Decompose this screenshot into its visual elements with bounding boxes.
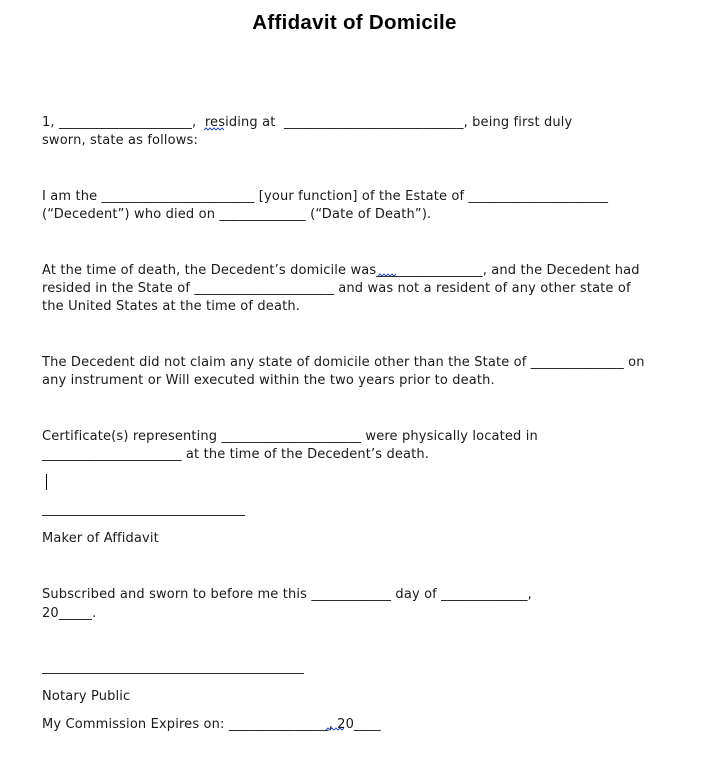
- maker-signature-line: [42, 515, 245, 516]
- spellcheck-squiggle: [326, 727, 344, 731]
- paragraph-3-line-2: resided in the State of _____________________ and was not a resident of any other state of: [42, 281, 631, 296]
- paragraph-3-line-1: At the time of death, the Decedent’s domicile was________________, and the Decedent had: [42, 263, 640, 278]
- subscribed-line-1: Subscribed and sworn to before me this ____________ day of _____________,: [42, 587, 532, 602]
- paragraph-3-line-3: the United States at the time of death.: [42, 299, 300, 314]
- text-cursor: [46, 474, 47, 490]
- paragraph-5-line-2: _____________________ at the time of the Decedent’s death.: [42, 447, 430, 462]
- paragraph-4-line-1: The Decedent did not claim any state of domicile other than the State of ______________ on: [42, 355, 645, 370]
- spellcheck-squiggle: [378, 273, 396, 277]
- paragraph-1-line-1: 1, ____________________, residing at ___________________________, being first duly: [42, 115, 573, 130]
- document-title: Affidavit of Domicile: [252, 11, 457, 34]
- commission-expires-line: My Commission Expires on: _______________, 20____: [42, 717, 381, 732]
- paragraph-4-line-2: any instrument or Will executed within the two years prior to death.: [42, 373, 495, 388]
- spellcheck-squiggle: [204, 127, 224, 131]
- notary-signature-line: [42, 673, 304, 674]
- notary-public-label: Notary Public: [42, 689, 131, 704]
- paragraph-1-line-2: sworn, state as follows:: [42, 133, 199, 148]
- paragraph-2-line-2: (“Decedent”) who died on _____________ (“Date of Death”).: [42, 207, 432, 222]
- maker-of-affidavit-label: Maker of Affidavit: [42, 531, 159, 546]
- subscribed-line-2: 20_____.: [42, 606, 97, 621]
- paragraph-2-line-1: I am the _______________________ [your function] of the Estate of _____________________: [42, 189, 609, 204]
- paragraph-5-line-1: Certificate(s) representing _____________________ were physically located in: [42, 429, 538, 444]
